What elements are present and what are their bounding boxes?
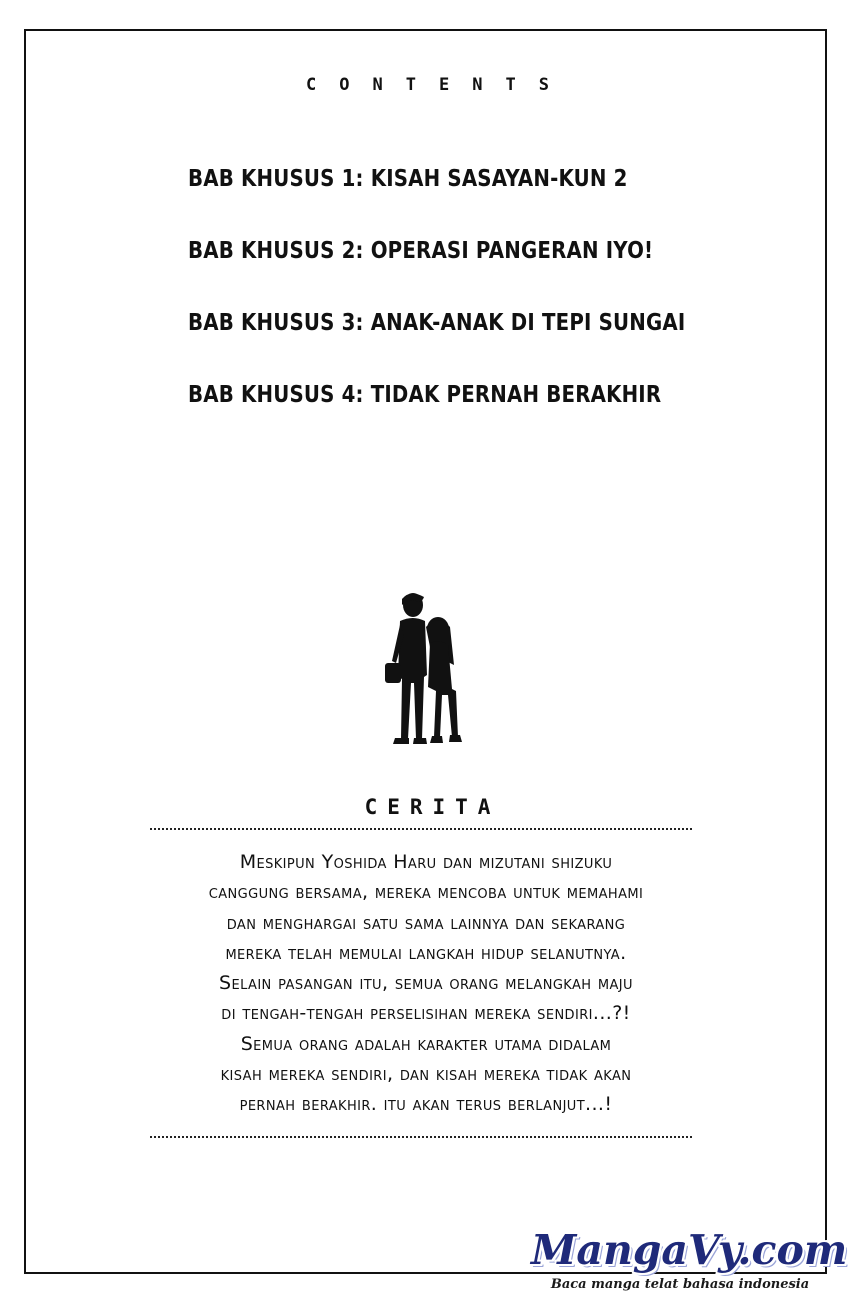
synopsis-line: dan menghargai satu sama lainnya dan sekarang: [226, 911, 626, 934]
synopsis-line: Selain pasangan itu, semua orang melangkah maju: [219, 972, 633, 995]
synopsis-line: mereka telah memulai langkah hidup selanutnya.: [225, 941, 627, 964]
watermark-tagline: Baca manga telat bahasa indonesia: [550, 1277, 810, 1292]
couple-silhouette-illustration: [380, 591, 470, 747]
dotted-divider-top: [150, 828, 692, 830]
toc-item-chapter-1: BAB KHUSUS 1: KISAH SASAYAN-KUN 2: [188, 166, 628, 192]
synopsis-line: pernah berakhir. itu akan terus berlanjut...!: [239, 1093, 613, 1116]
synopsis-line: Semua orang adalah karakter utama didalam: [240, 1032, 612, 1055]
contents-heading: CONTENTS: [306, 75, 572, 95]
synopsis-line: di tengah-tengah perselisihan mereka sendiri...?!: [221, 1002, 631, 1025]
story-synopsis: [126, 847, 726, 1120]
toc-item-chapter-2: BAB KHUSUS 2: OPERASI PANGERAN IYO!: [188, 238, 654, 264]
synopsis-line: kisah mereka sendiri, dan kisah mereka tidak akan: [220, 1063, 632, 1086]
dotted-divider-bottom: [150, 1136, 692, 1138]
story-heading: CERITA: [364, 795, 501, 819]
synopsis-line: Meskipun Yoshida Haru dan mizutani shizuku: [239, 851, 613, 873]
watermark-logo: MangaVy.com: [531, 1226, 848, 1274]
toc-item-chapter-4: BAB KHUSUS 4: TIDAK PERNAH BERAKHIR: [188, 382, 662, 408]
page-frame: [24, 29, 848, 1274]
synopsis-line: canggung bersama, mereka mencoba untuk memahami: [208, 881, 644, 904]
table-of-contents: [188, 161, 766, 449]
toc-item-chapter-3: BAB KHUSUS 3: ANAK-ANAK DI TEPI SUNGAI: [188, 310, 686, 336]
